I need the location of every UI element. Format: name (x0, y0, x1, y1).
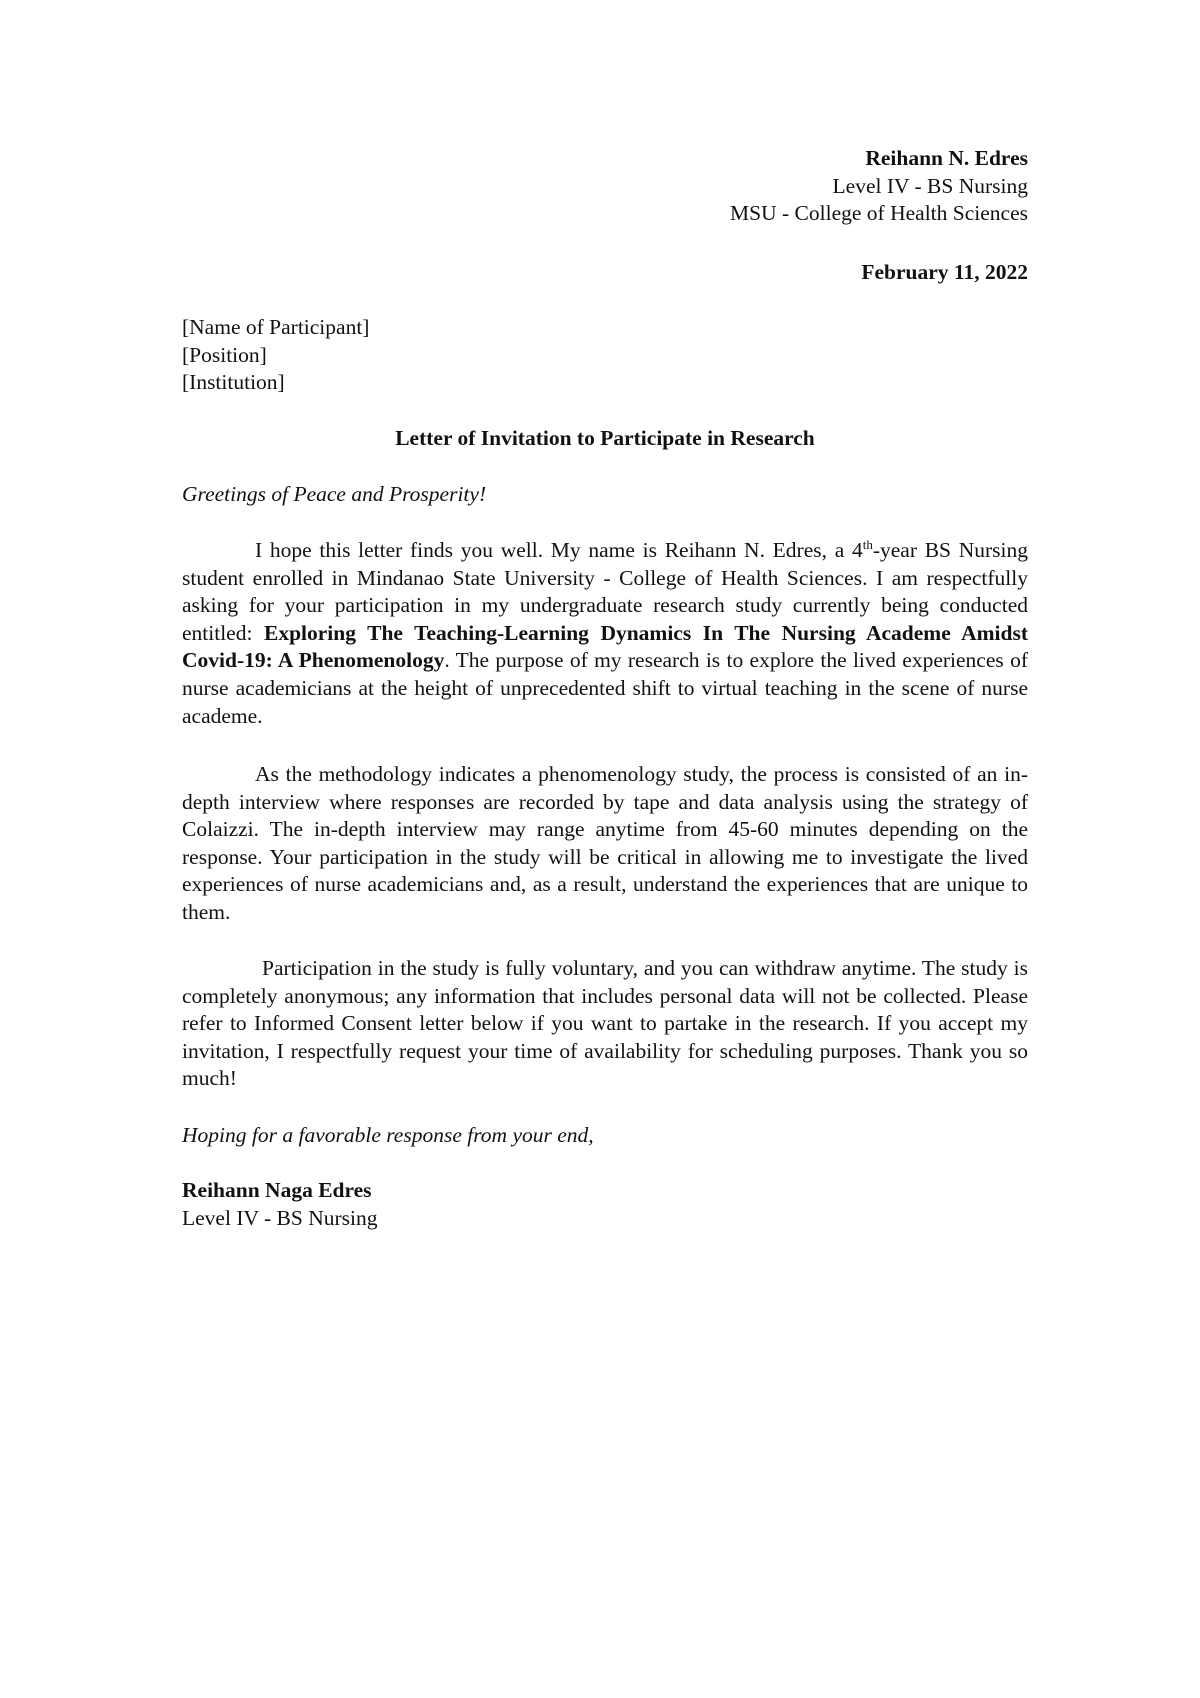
greeting: Greetings of Peace and Prosperity! (182, 482, 487, 506)
recipient-block (182, 314, 369, 397)
sender-block (730, 145, 1028, 228)
recipient-name: [Name of Participant] (182, 315, 370, 339)
signature-name: Reihann Naga Edres (182, 1178, 372, 1202)
paragraph-methodology: As the methodology indicates a phenomenology study, the process is consisted of an in-depth interview where responses are recorded by tape and data analysis using the strategy of Colaizzi. The in-depth interview may range anytime from 45-60 minutes depending on the response. Your participation in the study will be critical in allowing me to investigate the lived experiences of nurse academicians and, as a result, understand the experiences that are unique to them. (182, 762, 1028, 924)
sender-name: Reihann N. Edres (865, 146, 1028, 170)
recipient-position: [Position] (182, 342, 267, 367)
closing-line: Hoping for a favorable response from your end, (182, 1123, 594, 1147)
letter-title: Letter of Invitation to Participate in Research (395, 426, 815, 450)
signature-level: Level IV - BS Nursing (182, 1205, 378, 1230)
paragraph-intro-part1: I hope this letter finds you well. My name is Reihann N. Edres, a 4 (255, 538, 863, 562)
study-title: Exploring The Teaching-Learning Dynamics In The Nursing Academe Amidst Covid-19: A Phenomenology (182, 620, 1028, 673)
signature-block (182, 1177, 377, 1232)
sender-college: MSU - College of Health Sciences (730, 201, 1028, 226)
paragraph-participation: Participation in the study is fully voluntary, and you can withdraw anytime. The study is completely anonymous; any information that includes personal data will not be collected. Please refer to Informed Consent letter below if you want to partake in the research. If you accept my invitation, I respectfully request your time of availability for scheduling purposes. Thank you so much! (182, 956, 1028, 1091)
letter-date: February 11, 2022 (861, 260, 1028, 284)
paragraph-intro-part3: . The purpose of my research is to explore the lived experiences of nurse academicians at the height of unprecedented shift to virtual teaching in the scene of nurse academe. (182, 648, 1028, 728)
sender-level: Level IV - BS Nursing (832, 173, 1028, 198)
ordinal-suffix: th (862, 536, 873, 552)
recipient-institution: [Institution] (182, 370, 285, 395)
paragraph-intro-part2: -year BS Nursing student enrolled in Mindanao State University - College of Health Sciences. I am respectfully asking for your participation in my undergraduate research study currently being conducted entitled: (182, 538, 1028, 645)
paragraph-intro (182, 537, 1028, 730)
